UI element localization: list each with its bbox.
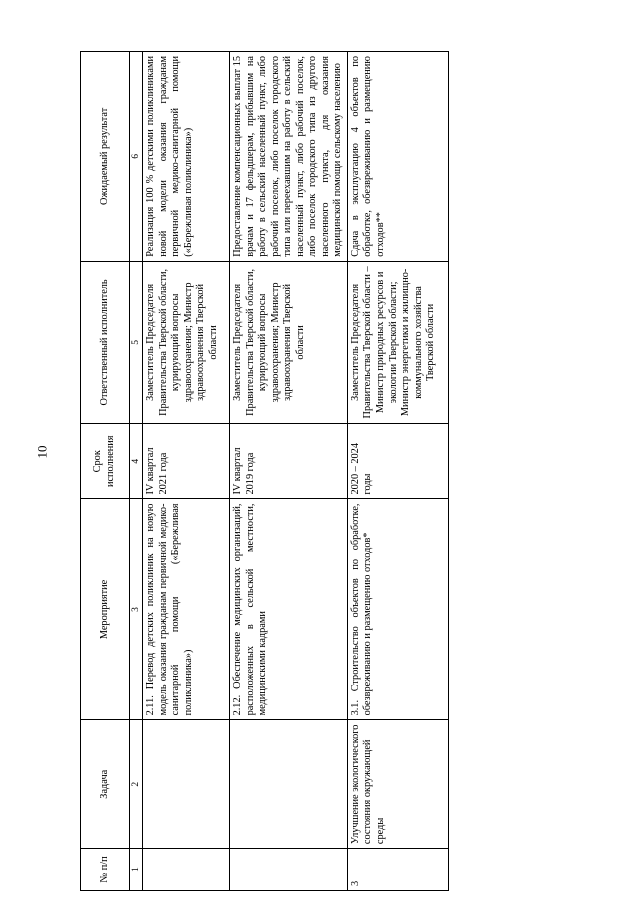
cell-responsible: Заместитель Председателя Правительства Тверской области, курирующий вопросы здравоохранения; Министр здравоохранения Тверской области	[230, 261, 348, 423]
rotated-table-container	[80, 51, 560, 891]
cell-activity: 2.11. Перевод детских поликлиник на новую модель оказания гражданам первичной медико-санитарной помощи («Бережливая поликлиника»)	[143, 499, 230, 720]
column-number: 3	[130, 499, 143, 720]
header-deadline: Срок исполнения	[81, 424, 130, 500]
table-row	[347, 52, 448, 891]
cell-responsible: Заместитель Председателя Правительства Тверской области – Министр природных ресурсов и экологии Тверской области; Министр энергетики и жилищно-коммунального хозяйства Тверской области	[347, 261, 448, 423]
cell-responsible: Заместитель Председателя Правительства Тверской области, курирующий вопросы здравоохранения; Министр здравоохранения Тверской области	[143, 261, 230, 423]
cell-task	[143, 720, 230, 849]
header-task: Задача	[81, 720, 130, 849]
cell-task	[230, 720, 348, 849]
cell-result: Сдача в эксплуатацию 4 объектов по обработке, обезвреживанию и размещению отходов**	[347, 52, 448, 262]
cell-task: Улучшение экологического состояния окружающей среды	[347, 720, 448, 849]
cell-result: Предоставление компенсационных выплат 15 врачам и 17 фельдшерам, прибывшим на работу в сельский населенный пункт, либо рабочий поселок, либо поселок городского типа или переехавшим на работу в сельский населенный пункт, либо рабочий поселок, либо поселок городского типа из другого населенного пункта, для оказания медицинской помощи сельскому населению	[230, 52, 348, 262]
cell-result: Реализация 100 % детскими поликлиниками новой модели оказания гражданам первичной медико-санитарной помощи («Бережливая поликлиника»)	[143, 52, 230, 262]
header-result: Ожидаемый результат	[81, 52, 130, 262]
column-number-row	[130, 52, 143, 891]
table-row	[143, 52, 230, 891]
cell-deadline: 2020 – 2024 годы	[347, 424, 448, 500]
column-number: 5	[130, 261, 143, 423]
column-number: 4	[130, 424, 143, 500]
cell-activity: 2.12. Обеспечение медицинских организаций, расположенных в сельской местности, медицинскими кадрами	[230, 499, 348, 720]
cell-deadline: IV квартал 2019 года	[230, 424, 348, 500]
cell-num: 3	[347, 849, 448, 891]
table-header-row	[81, 52, 130, 891]
header-num: № п/п	[81, 849, 130, 891]
cell-num	[230, 849, 348, 891]
column-number: 1	[130, 849, 143, 891]
table-row	[230, 52, 348, 891]
header-activity: Мероприятие	[81, 499, 130, 720]
header-responsible: Ответственный исполнитель	[81, 261, 130, 423]
column-number: 6	[130, 52, 143, 262]
page-number: 10	[34, 445, 50, 459]
cell-deadline: IV квартал 2021 года	[143, 424, 230, 500]
cell-num	[143, 849, 230, 891]
action-plan-table	[80, 51, 449, 891]
cell-activity: 3.1. Строительство объектов по обработке, обезвреживанию и размещению отходов*	[347, 499, 448, 720]
column-number: 2	[130, 720, 143, 849]
